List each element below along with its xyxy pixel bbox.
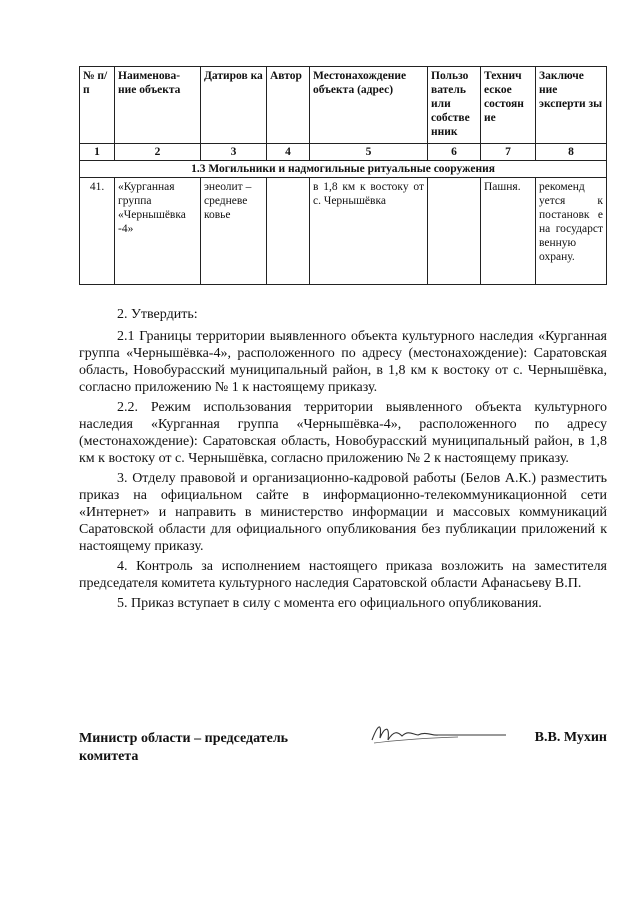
header-cell-condition: Технич еское состоян ие xyxy=(481,67,536,144)
header-cell-name: Наименова-ние объекта xyxy=(115,67,201,144)
header-cell-number: № п/п xyxy=(80,67,115,144)
paragraph-4: 4. Контроль за исполнением настоящего приказа возложить на заместителя председателя комитета культурного наследия Саратовской области Афанасьеву В.П. xyxy=(79,559,607,591)
row-date: энеолит – средневе ковье xyxy=(201,178,267,285)
paragraph-approve: 2. Утвердить: xyxy=(117,307,198,322)
row-address: в 1,8 км к востоку от с. Чернышёвка xyxy=(310,178,428,285)
row-number: 41. xyxy=(80,178,115,285)
header-cell-conclusion: Заключе ние эксперти зы xyxy=(536,67,607,144)
heritage-table xyxy=(79,66,607,285)
section-row xyxy=(80,161,607,178)
handwritten-signature xyxy=(368,718,508,746)
column-number: 2 xyxy=(115,144,201,161)
paragraph-2-2: 2.2. Режим использования территории выявленного объекта культурного наследия «Курганная группа «Чернышёвка-4», расположенного по адресу (местонахождение): Саратовская область, Новобурасский муниципальный район, в 1,8 км к востоку от с. Чернышёвка, согласно приложению № 2 к настоящему приказу. xyxy=(79,400,607,466)
column-number-row xyxy=(80,144,607,161)
row-name: «Курганная группа «Чернышёвка -4» xyxy=(115,178,201,285)
paragraph-5: 5. Приказ вступает в силу с момента его официального опубликования. xyxy=(117,596,542,611)
column-number: 1 xyxy=(80,144,115,161)
signatory-name: В.В. Мухин xyxy=(534,730,607,745)
column-number: 8 xyxy=(536,144,607,161)
column-number: 4 xyxy=(267,144,310,161)
column-number: 5 xyxy=(310,144,428,161)
section-title: 1.3 Могильники и надмогильные ритуальные сооружения xyxy=(80,161,607,178)
header-cell-address: Местонахождение объекта (адрес) xyxy=(310,67,428,144)
signatory-position: Министр области – председатель комитета xyxy=(79,731,289,764)
paragraph-2-1: 2.1 Границы территории выявленного объекта культурного наследия «Курганная группа «Чернышёвка-4», расположенного по адресу (местонахождение): Саратовская область, Новобурасский муниципальный район, в 1,8 км к востоку от с. Чернышёвка, согласно приложению № 1 к настоящему приказу. xyxy=(79,329,607,395)
header-cell-owner: Пользо ватель или собстве нник xyxy=(428,67,481,144)
row-condition: Пашня. xyxy=(481,178,536,285)
header-cell-date: Датиров ка xyxy=(201,67,267,144)
row-author xyxy=(267,178,310,285)
table-row xyxy=(80,178,607,285)
order-body xyxy=(79,306,607,612)
header-cell-author: Автор xyxy=(267,67,310,144)
column-number: 6 xyxy=(428,144,481,161)
row-conclusion: рекоменд уется к постановк е на государст венную охрану. xyxy=(536,178,607,285)
row-owner xyxy=(428,178,481,285)
column-number: 7 xyxy=(481,144,536,161)
column-number: 3 xyxy=(201,144,267,161)
table-header-row xyxy=(80,67,607,144)
paragraph-3: 3. Отделу правовой и организационно-кадровой работы (Белов А.К.) разместить приказ на официальном сайте в информационно-телекоммуникационной сети «Интернет» и направить в министерство информации и массовых коммуникаций Саратовской области для официального опубликования без публикации приложений к настоящему приказу. xyxy=(79,471,607,554)
